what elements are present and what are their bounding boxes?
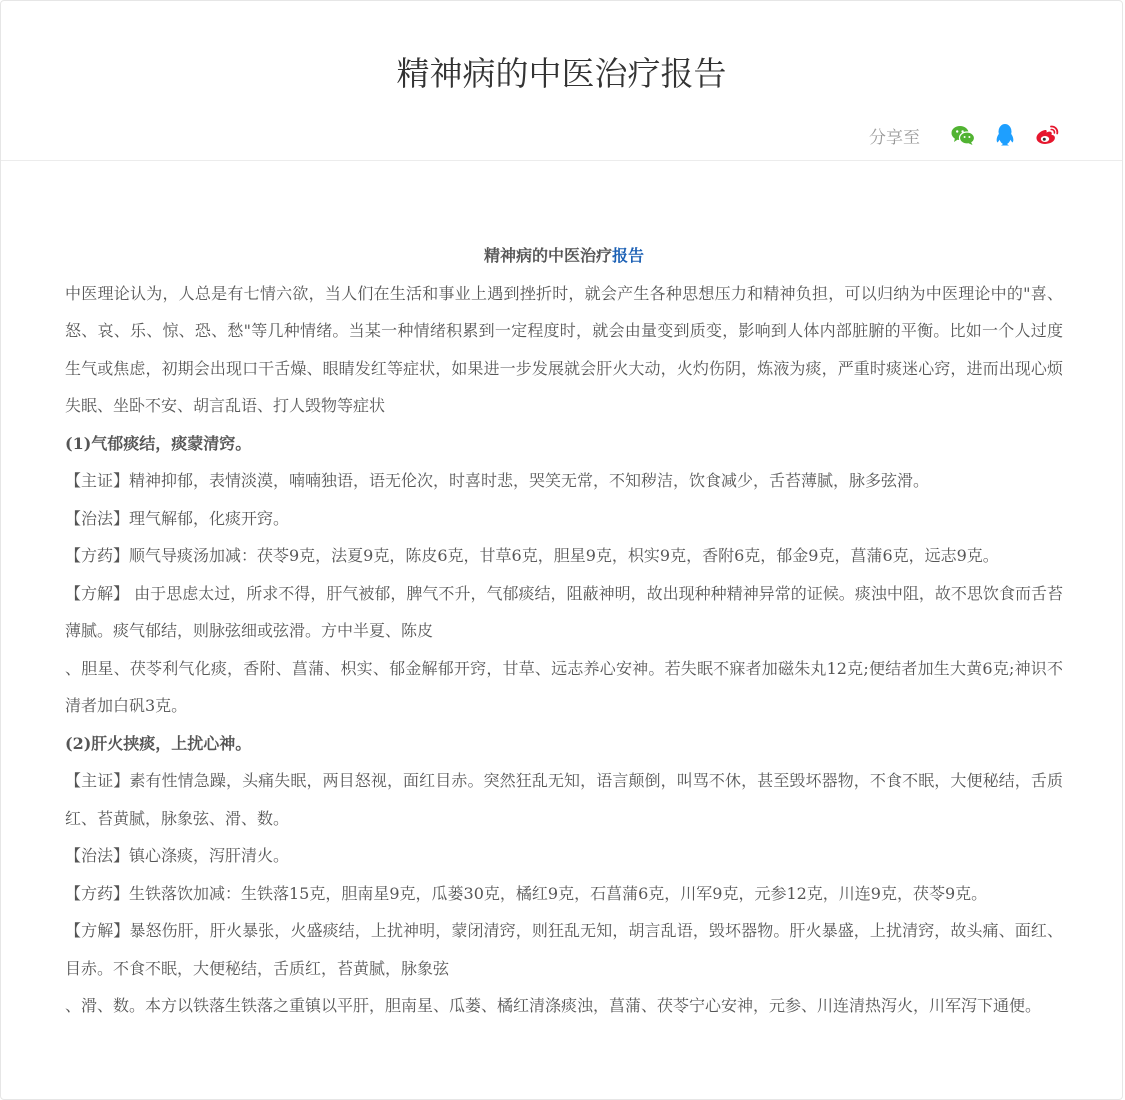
paragraph: 【治法】理气解郁，化痰开窍。 [65, 508, 290, 528]
paragraph: 【治法】镇心涤痰，泻肝清火。 [65, 846, 290, 865]
weibo-icon [1034, 122, 1060, 148]
qq-penguin-icon [992, 122, 1018, 148]
paragraph: 【主证】精神抑郁，表情淡漠，喃喃独语，语无伦次，时喜时悲，哭笑无常，不知秽洁，饮食减少，舌苔薄腻，脉多弦滑。 [65, 471, 930, 490]
paragraph: 【方药】顺气导痰汤加减：茯苓9克，法夏9克，陈皮6克，甘草6克，胆星9克，枳实9克，香附6克，郁金9克，菖蒲6克，远志9克。 [65, 546, 999, 565]
page-title: 精神病的中医治疗报告 [396, 54, 727, 93]
article-title-text: 精神病的中医治疗 [483, 246, 612, 265]
paragraph: 【方解】 由于思虑太过，所求不得，肝气被郁，脾气不升，气郁痰结，阻蔽神明，故出现种种精神异常的证候。痰浊中阻，故不思饮食而舌苔薄腻。痰气郁结，则脉弦细或弦滑。方中半夏、陈皮 [65, 583, 1063, 640]
section-heading: (2)肝火挟痰，上扰心神。 [65, 733, 252, 753]
paragraph: 、胆星、茯苓利气化痰，香附、菖蒲、枳实、郁金解郁开窍，甘草、远志养心安神。若失眠不寐者加磁朱丸12克;便结者加生大黄6克;神识不清者加白矾3克。 [65, 658, 1063, 715]
intro-paragraph: 中医理论认为，人总是有七情六欲，当人们在生活和事业上遇到挫折时，就会产生各种思想压力和精神负担，可以归纳为中医理论中的"喜、怒、哀、乐、惊、恐、愁"等几种情绪。当某一种情绪积累到一定程度时，就会由量变到质变，影响到人体内部脏腑的平衡。比如一个人过度生气或焦虑，初期会出现口干舌燥、眼睛发红等症状，如果进一步发展就会肝火大动，火灼伤阴，炼液为痰，严重时痰迷心窍，进而出现心烦失眠、坐卧不安、胡言乱语、打人毁物等症状 [65, 283, 1063, 415]
qq-share-button[interactable] [992, 122, 1018, 148]
share-label: 分享至 [869, 127, 920, 148]
share-bar [869, 121, 1060, 149]
weibo-share-button[interactable] [1034, 122, 1060, 148]
paragraph: 、滑、数。本方以铁落生铁落之重镇以平肝，胆南星、瓜蒌、橘红清涤痰浊，菖蒲、茯苓宁心安神，元参、川连清热泻火，川军泻下通便。 [65, 996, 1042, 1015]
paragraph: 【主证】素有性情急躁，头痛失眠，两目怒视，面红目赤。突然狂乱无知，语言颠倒，叫骂不休，甚至毁坏器物，不食不眠，大便秘结，舌质红、苔黄腻，脉象弦、滑、数。 [65, 771, 1063, 828]
paragraph: 【方药】生铁落饮加减：生铁落15克，胆南星9克，瓜蒌30克，橘红9克，石菖蒲6克，川军9克，元参12克，川连9克，茯苓9克。 [65, 883, 988, 903]
article-body [65, 237, 1063, 1025]
article-title-link[interactable]: 报告 [612, 246, 645, 265]
article-title [65, 237, 1063, 275]
section-heading: (1)气郁痰结，痰蒙清窍。 [65, 433, 252, 453]
wechat-icon [950, 122, 976, 148]
paragraph: 【方解】暴怒伤肝，肝火暴张，火盛痰结，上扰神明，蒙闭清窍，则狂乱无知，胡言乱语，毁坏器物。肝火暴盛，上扰清窍，故头痛、面红、目赤。不食不眠，大便秘结，舌质红，苔黄腻，脉象弦 [65, 921, 1063, 978]
article-header [1, 1, 1122, 161]
wechat-share-button[interactable] [950, 122, 976, 148]
